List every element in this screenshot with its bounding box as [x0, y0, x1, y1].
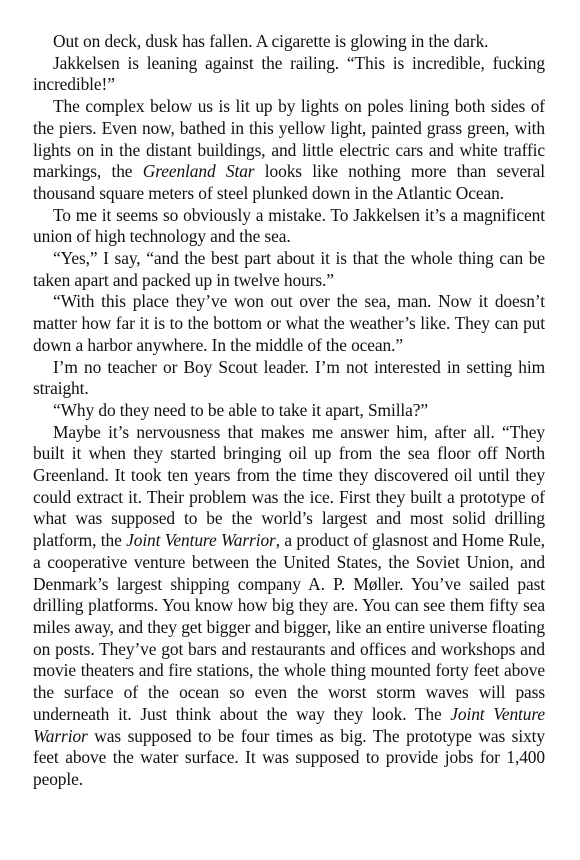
text-run: looks like nothing more than several thousand square meters of steel plunked down in the Atlantic Ocean. [33, 161, 545, 203]
book-page-text [33, 31, 545, 791]
text-run: Out on deck, dusk has fallen. A cigarette is glowing in the dark. [53, 31, 489, 51]
text-run: “Why do they need to be able to take it apart, Smilla?” [53, 399, 429, 420]
platform-name-joint-venture-warrior: Joint Venture Warrior [126, 530, 276, 551]
paragraph-nervousness [33, 422, 545, 791]
text-run: The complex below us is lit up by lights on poles lining both sides of the piers. Even now, bathed in this yellow light, painted grass green, with lights on in the distant buildings, and little electric cars and white traffic markings, the [33, 96, 545, 182]
paragraph-no-teacher [33, 357, 545, 400]
text-run: Jakkelsen is leaning against the railing. “This is incredible, fucking incredible!” [33, 52, 545, 95]
paragraph-mistake [33, 205, 545, 248]
ship-name-greenland-star: Greenland Star [142, 161, 255, 182]
text-run: To me it seems so obviously a mistake. To Jakkelsen it’s a magnificent union of high technology and the sea. [33, 204, 545, 247]
platform-name-joint-venture-warrior: Joint Venture Warrior [33, 703, 546, 746]
paragraph-taken-apart [33, 248, 545, 291]
paragraph-jakkelsen-railing [33, 53, 545, 96]
paragraph-won-out [33, 291, 545, 356]
text-run: Maybe it’s nervousness that makes me answer him, after all. “They built it when they started bringing oil up from the sea floor off North Greenland. It took ten years from the time they discovered oil until they could extract it. Their problem was the ice. First they built a prototype of what was supposed to be the world’s largest and most solid drilling platform, the [33, 421, 545, 551]
text-run: was supposed to be four times as big. The prototype was sixty feet above the water surface. It was supposed to provide jobs for 1,400 people. [33, 725, 545, 789]
paragraph-complex-below [33, 96, 545, 205]
text-run: I’m no teacher or Boy Scout leader. I’m not interested in setting him straight. [33, 356, 545, 399]
text-run: “With this place they’ve won out over the sea, man. Now it doesn’t matter how far it is to the bottom or what the weather’s like. They can put down a harbor anywhere. In the middle of the ocean.” [33, 291, 545, 355]
paragraph-dusk [33, 31, 545, 53]
text-run: , a product of glasnost and Home Rule, a cooperative venture between the United States, the Soviet Union, and Denmark’s largest shipping company A. P. Møller. You’ve sailed past drilling platforms. You know how big they are. You can see them fifty sea miles away, and they get bigger and bigger, like an entire universe floating on posts. They’ve got bars and restaurants and offices and workshops and movie theaters and fire stations, the whole thing mounted forty feet above the surface of the ocean so even the worst storm waves will pass underneath it. Just think about the way they look. The [33, 530, 545, 724]
text-run: “Yes,” I say, “and the best part about it is that the whole thing can be taken apart and packed up in twelve hours.” [33, 248, 545, 290]
paragraph-why-take-apart [33, 400, 545, 422]
